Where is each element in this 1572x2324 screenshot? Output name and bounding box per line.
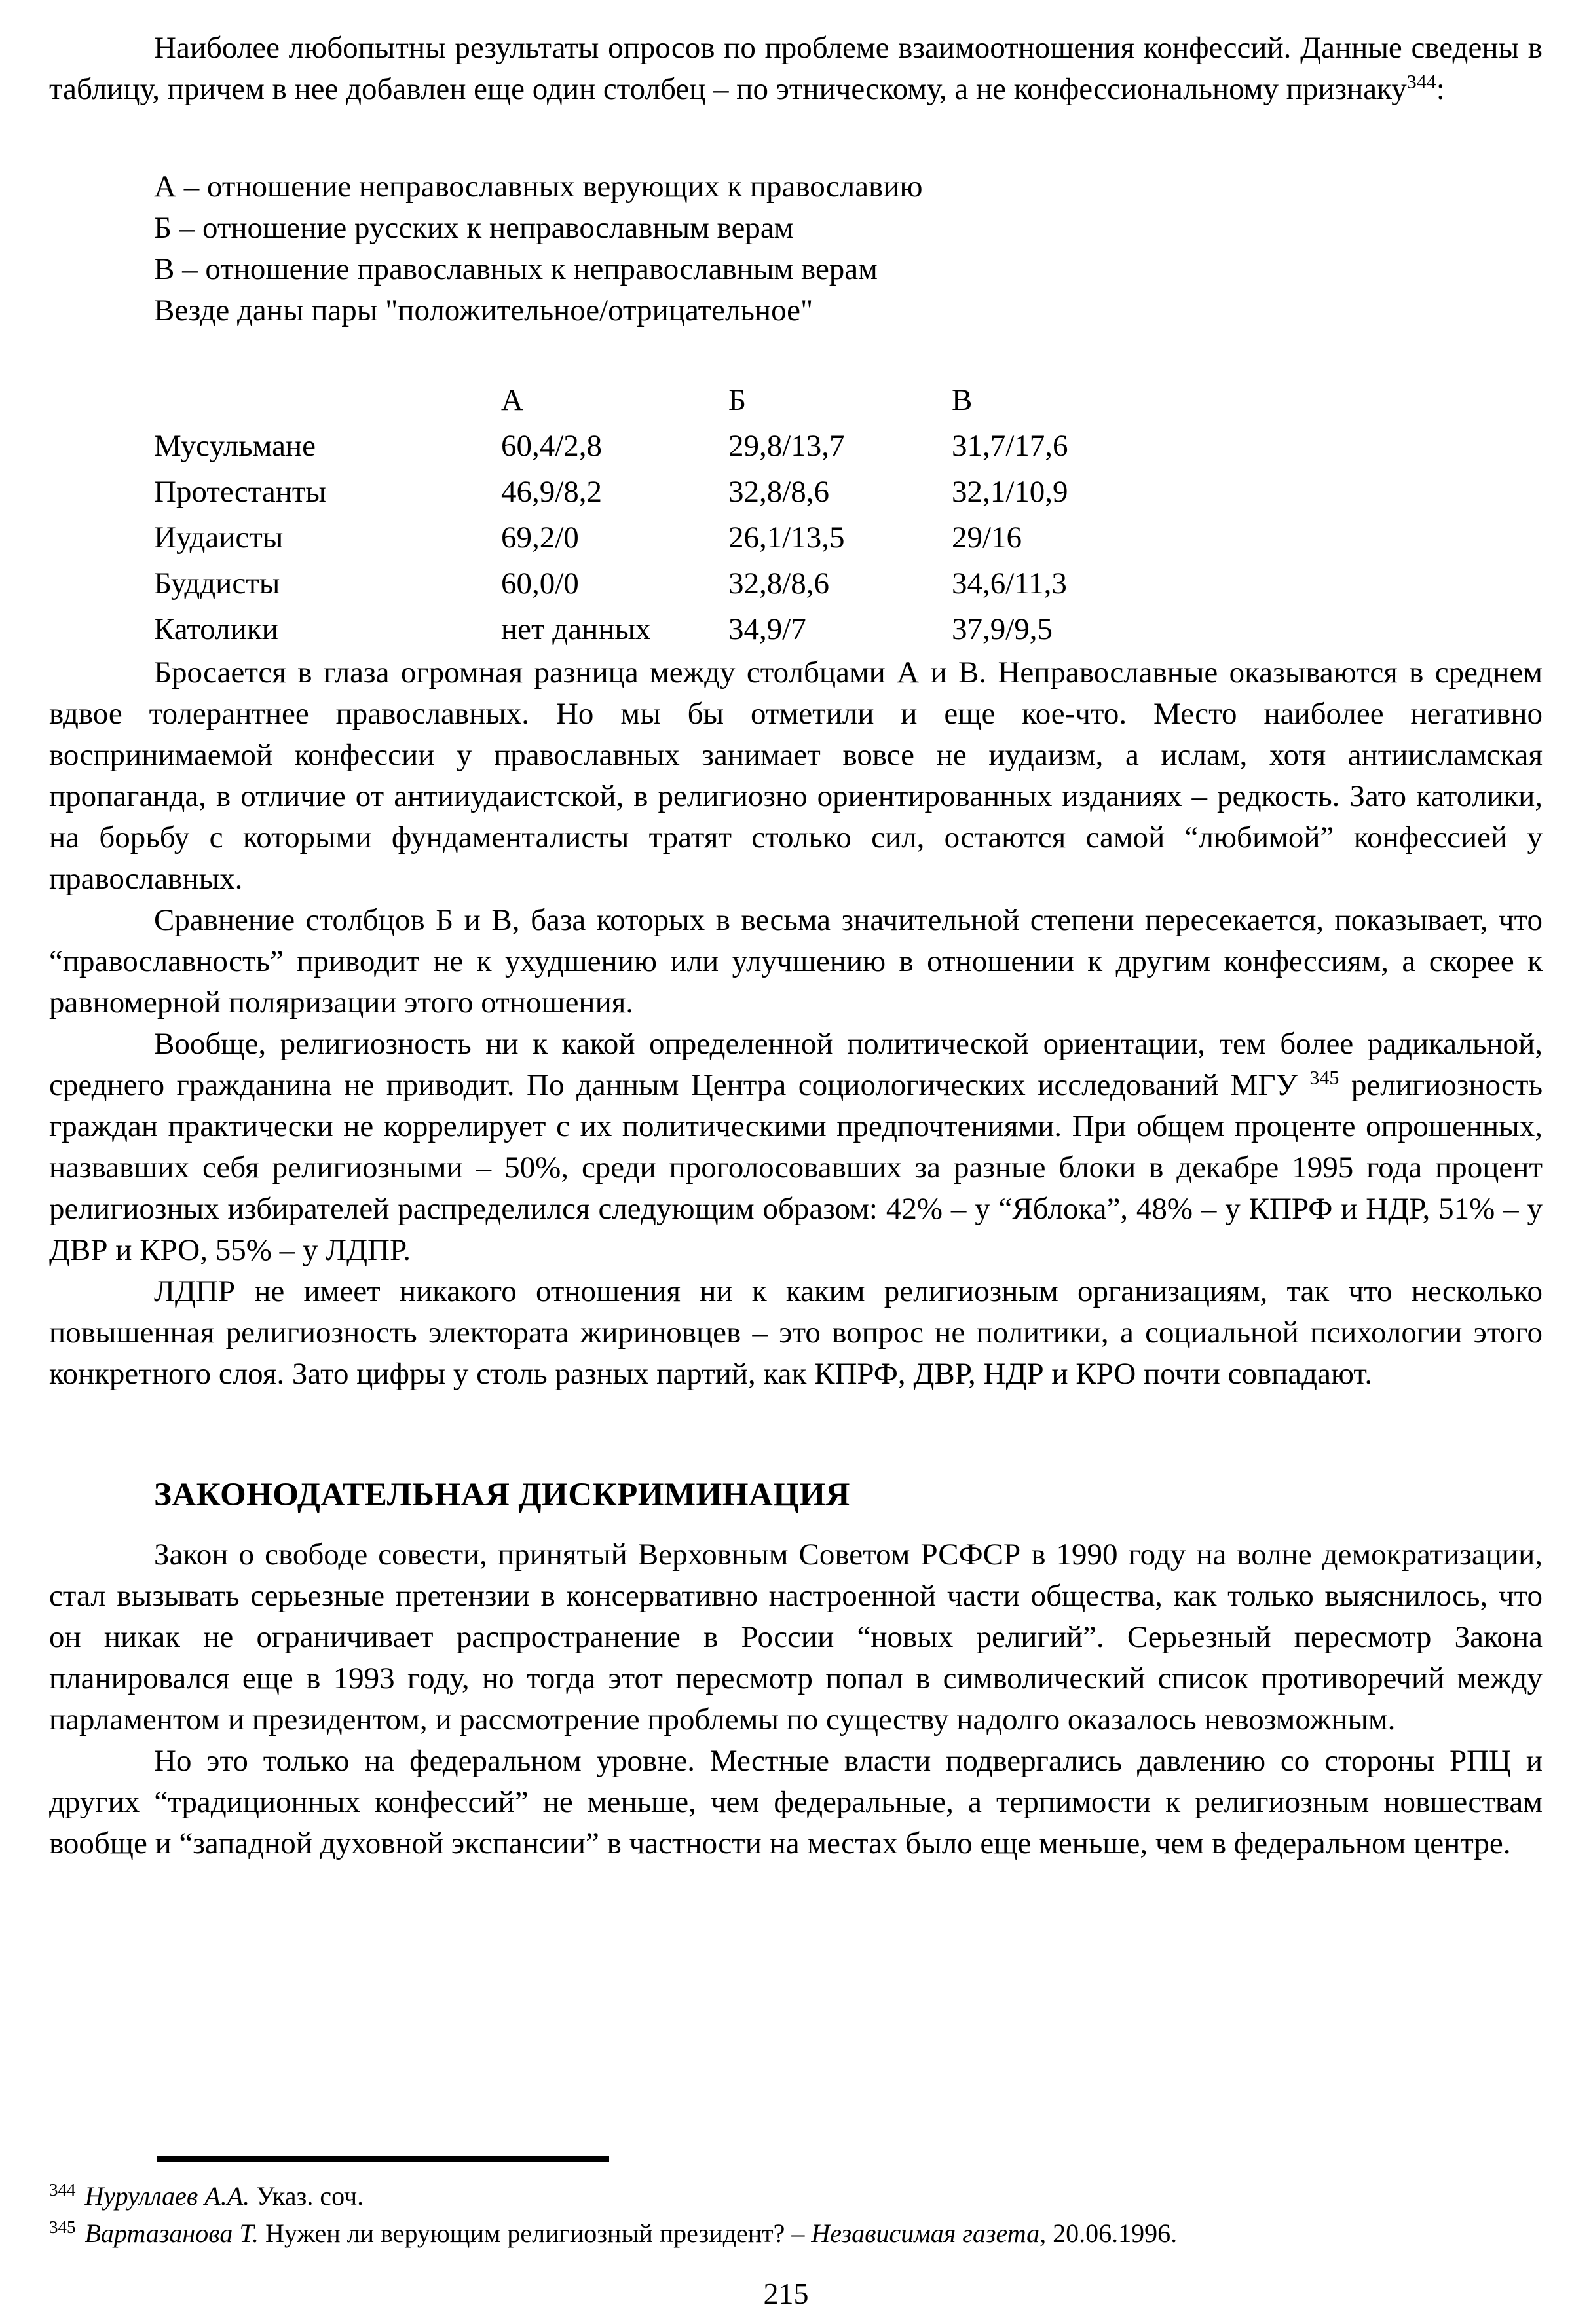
p4-text-before: Вообще, религиозность ни к какой определенной политической ориентации, тем более радикальной, среднего гражданина не приводит. По данным Центра социологических исследований МГУ [49, 1027, 1543, 1102]
legend-item-a: А – отношение неправославных верующих к православию [154, 170, 923, 204]
table-row [154, 423, 1543, 469]
footnotes [0, 2162, 1572, 2252]
cell-a: нет данных [501, 612, 651, 646]
legend-item-v: В – отношение православных к неправославным верам [154, 252, 878, 286]
cell-v: 32,1/10,9 [952, 475, 1068, 509]
footnote-344 [49, 2177, 1543, 2215]
column-legend [154, 166, 1543, 331]
cell-v: 34,6/11,3 [952, 566, 1067, 600]
cell-b: 29,8/13,7 [728, 429, 845, 463]
footnote-345-author: Вартазанова Т. [84, 2219, 259, 2248]
intro-text: Наиболее любопытны результаты опросов по проблеме взаимоотношения конфессий. Данные сведены в таблицу, причем в нее добавлен еще один столбец – по этническому, а не конфессиональному признаку [49, 31, 1543, 106]
footnote-345-source: Независимая газета [811, 2219, 1040, 2248]
footnote-345-text: Нужен ли верующим религиозный президент? – [259, 2219, 812, 2248]
footnote-344-text: Указ. соч. [250, 2181, 364, 2211]
table-header-row [154, 377, 1543, 423]
section-heading: ЗАКОНОДАТЕЛЬНАЯ ДИСКРИМИНАЦИЯ [154, 1477, 850, 1513]
row-label: Буддисты [154, 566, 280, 600]
row-label: Протестанты [154, 475, 326, 509]
cell-a: 46,9/8,2 [501, 475, 603, 509]
footnote-345-tail: , 20.06.1996. [1039, 2219, 1178, 2248]
footnote-divider [157, 2156, 609, 2162]
intro-paragraph [49, 28, 1543, 110]
table-row [154, 606, 1543, 652]
confessions-table [154, 377, 1543, 652]
header-col-b: Б [728, 383, 746, 417]
footnote-345-marker: 345 [49, 2217, 76, 2237]
intro-colon: : [1436, 72, 1445, 106]
legend-item-b: Б – отношение русских к неправославным верам [154, 211, 794, 245]
footnote-ref-345: 345 [1309, 1067, 1339, 1089]
footnote-ref-344: 344 [1406, 71, 1436, 93]
paragraph-local-authorities: Но это только на федеральном уровне. Местные власти подвергались давлению со стороны РПЦ и других “традиционных конфессий” не меньше, чем федеральные, а терпимости к религиозным новшествам вообще и “западной духовной экспансии” в частности на местах было еще меньше, чем в федеральном центре. [49, 1744, 1543, 1860]
cell-b: 26,1/13,5 [728, 521, 845, 555]
legend-item-pairs: Везде даны пары "положительное/отрицательное" [154, 293, 814, 327]
row-label: Мусульмане [154, 429, 316, 463]
footnote-344-marker: 344 [49, 2179, 76, 2200]
cell-a: 69,2/0 [501, 521, 579, 555]
table-row [154, 469, 1543, 515]
row-label: Иудаисты [154, 521, 284, 555]
paragraph-law-1990: Закон о свободе совести, принятый Верховным Советом РСФСР в 1990 году на волне демократизации, стал вызывать серьезные претензии в консервативно настроенной части общества, как только выяснилось, что он никак не ограничивает распространение в России “новых религий”. Серьезный пересмотр Закона планировался еще в 1993 году, но тогда этот пересмотр попал в символический список противоречий между парламентом и президентом, и рассмотрение проблемы по существу надолго оказалось невозможным. [49, 1538, 1543, 1737]
cell-b: 32,8/8,6 [728, 475, 830, 509]
header-col-a: А [501, 383, 523, 417]
paragraph-religiosity-politics [49, 1024, 1543, 1271]
footnote-344-author: Нуруллаев А.А. [84, 2181, 250, 2211]
footnote-345 [49, 2215, 1543, 2252]
cell-v: 29/16 [952, 521, 1022, 555]
cell-v: 31,7/17,6 [952, 429, 1068, 463]
header-empty-cell [154, 377, 501, 423]
cell-v: 37,9/9,5 [952, 612, 1053, 646]
paragraph-ldpr: ЛДПР не имеет никакого отношения ни к каким религиозным организациям, так что несколько повышенная религиозность электората жириновцев – это вопрос не политики, а социальной психологии этого конкретного слоя. Зато цифры у столь разных партий, как КПРФ, ДВР, НДР и КРО почти совпадают. [49, 1274, 1543, 1391]
table-row [154, 515, 1543, 561]
header-col-v: В [952, 383, 973, 417]
footnote-area [0, 2156, 1572, 2252]
cell-a: 60,4/2,8 [501, 429, 603, 463]
cell-a: 60,0/0 [501, 566, 579, 600]
page-number: 215 [763, 2277, 809, 2310]
paragraph-analysis-columns: Бросается в глаза огромная разница между столбцами А и В. Неправославные оказываются в среднем вдвое толерантнее православных. Но мы бы отметили и еще кое-что. Место наиболее негативно воспринимаемой конфессии у православных занимает вовсе не иудаизм, а ислам, хотя антиисламская пропаганда, в отличие от антииудаистской, в религиозно ориентированных изданиях – редкость. Зато католики, на борьбу с которыми фундаменталисты тратят столько сил, остаются самой “любимой” конфессией у православных. [49, 655, 1543, 896]
table-row [154, 561, 1543, 606]
p4-text-after: религиозность граждан практически не коррелирует с их политическими предпочтениями. При общем проценте опрошенных, назвавших себя религиозными – 50%, среди проголосовавших за разные блоки в декабре 1995 года процент религиозных избирателей распределился следующим образом: 42% – у “Яблока”, 48% – у КПРФ и НДР, 51% – у ДВР и КРО, 55% – у ЛДПР. [49, 1068, 1543, 1267]
row-label: Католики [154, 612, 278, 646]
cell-b: 32,8/8,6 [728, 566, 830, 600]
cell-b: 34,9/7 [728, 612, 806, 646]
paragraph-comparison: Сравнение столбцов Б и В, база которых в весьма значительной степени пересекается, показывает, что “православность” приводит не к ухудшению или улучшению в отношении к другим конфессиям, а скорее к равномерной поляризации этого отношения. [49, 903, 1543, 1020]
